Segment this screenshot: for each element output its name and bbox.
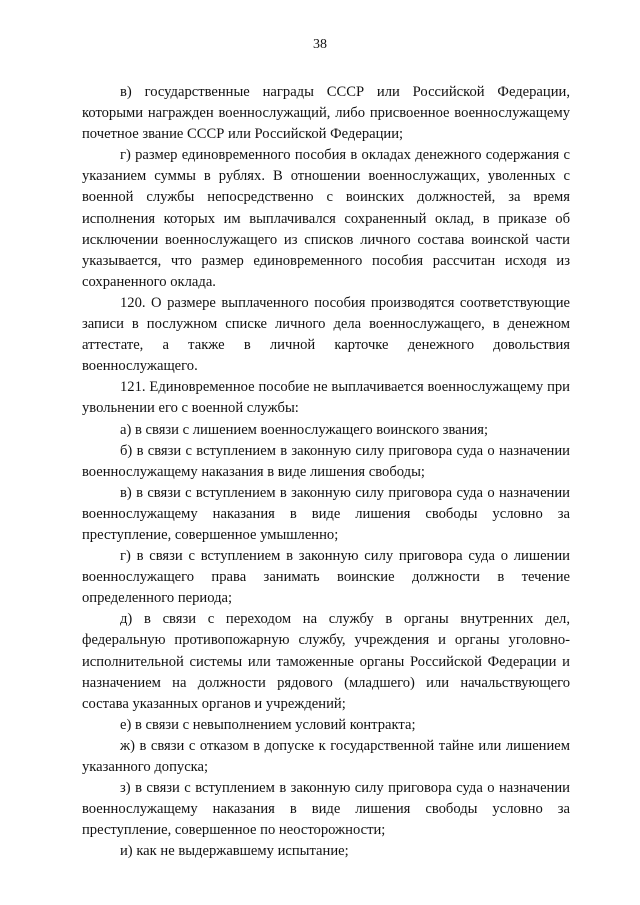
document-body [82, 82, 570, 862]
paragraph-g-allowance-size: г) размер единовременного пособия в окладах денежного содержания с указанием суммы в рублях. В отношении военнослужащих, уволенных с военной службы непосредственно с воинских должностей, за время исполнения которых им выплачивался сохраненный оклад, в приказе об исключении военнослужащего из списков личного состава воинской части указывается, что размер единовременного пособия рассчитан исходя из сохраненного оклада. [82, 147, 570, 290]
list-item-b: б) в связи с вступлением в законную силу приговора суда о назначении военнослужащему наказания в виде лишения свободы; [82, 442, 570, 480]
list-item-zh: ж) в связи с отказом в допуске к государственной тайне или лишением указанного допуска; [82, 737, 570, 775]
page-number: 38 [313, 37, 327, 52]
paragraph-v-awards: в) государственные награды СССР или Российской Федерации, которыми награжден военнослужащий, либо присвоенное военнослужащему почетное звание СССР или Российской Федерации; [82, 84, 570, 143]
list-item-a: а) в связи с лишением военнослужащего воинского звания; [120, 421, 489, 438]
list-item-e: е) в связи с невыполнением условий контракта; [120, 716, 416, 733]
paragraph-121: 121. Единовременное пособие не выплачивается военнослужащему при увольнении его с военной службы: [82, 379, 570, 417]
list-item-d: д) в связи с переходом на службу в органы внутренних дел, федеральную противопожарную службу, учреждения и органы уголовно-исполнительной системы или таможенные органы Российской Федерации и назначением на должности рядового (младшего) или начальствующего состава указанных органов и учреждений; [82, 611, 570, 712]
paragraph-120: 120. О размере выплаченного пособия производятся соответствующие записи в послужном списке личного дела военнослужащего, в денежном аттестате, а также в личной карточке денежного довольствия военнослужащего. [82, 294, 570, 375]
list-item-g: г) в связи с вступлением в законную силу приговора суда о лишении военнослужащего права занимать воинские должности в течение определенного периода; [82, 548, 570, 607]
list-item-z: з) в связи с вступлением в законную силу приговора суда о назначении военнослужащему наказания в виде лишения свободы условно за преступление, совершенное по неосторожности; [82, 780, 570, 839]
list-item-v: в) в связи с вступлением в законную силу приговора суда о назначении военнослужащему наказания в виде лишения свободы условно за преступление, совершенное умышленно; [82, 484, 570, 543]
list-item-i: и) как не выдержавшему испытание; [120, 843, 349, 860]
